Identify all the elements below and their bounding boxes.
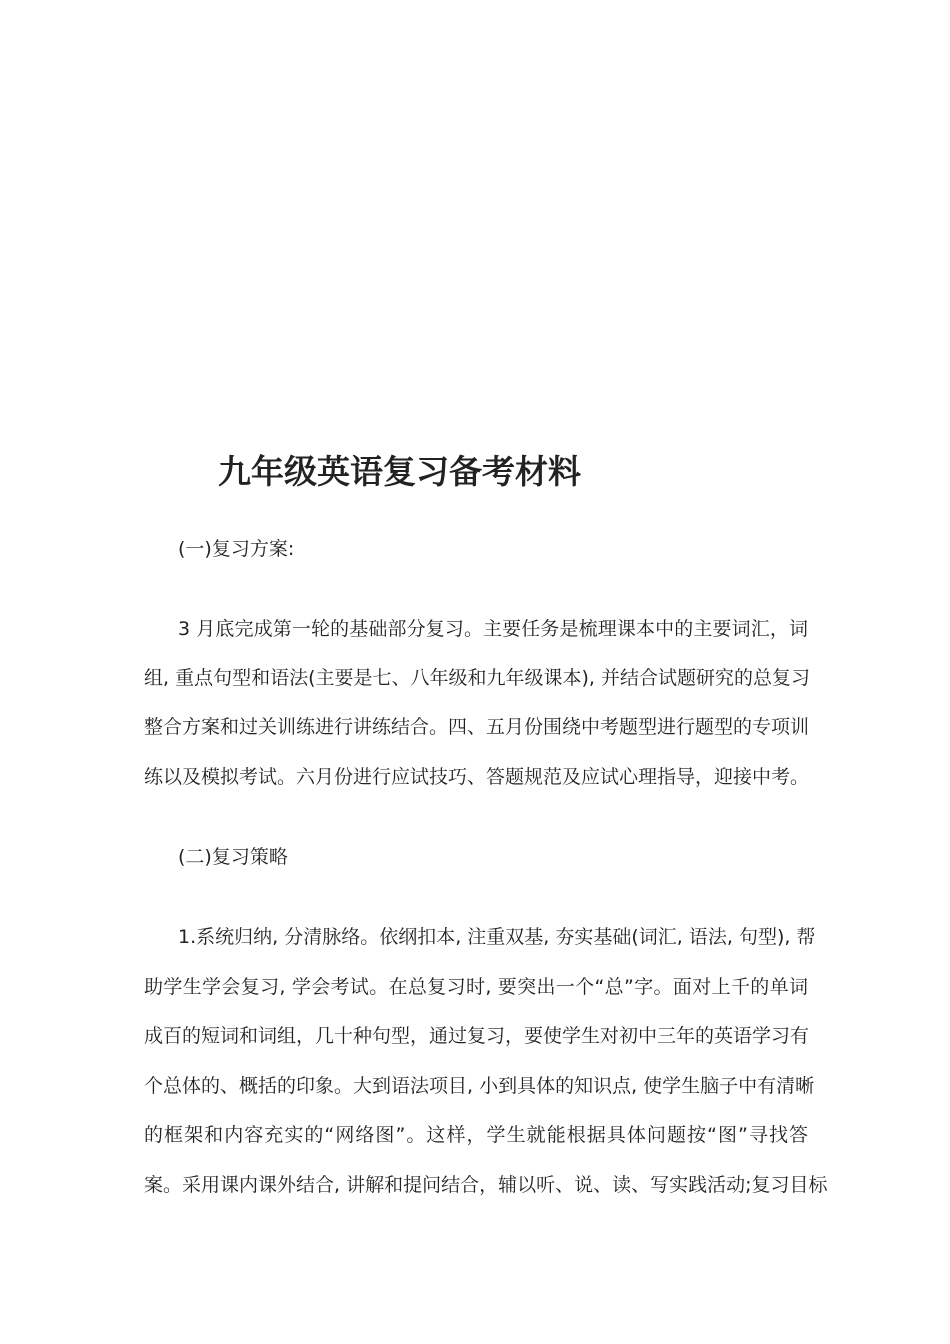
paragraph-line: 组, 重点句型和语法(主要是七、八年级和九年级课本), 并结合试题研究的总复习 [144, 667, 810, 689]
paragraph-line: 3 月底完成第一轮的基础部分复习。主要任务是梳理课本中的主要词汇，词 [178, 618, 808, 640]
paragraph-line: 练以及模拟考试。六月份进行应试技巧、答题规范及应试心理指导，迎接中考。 [144, 766, 810, 788]
paragraph-line: 的框架和内容充实的“网络图”。这样，学生就能根据具体问题按“图”寻找答 [144, 1124, 808, 1146]
paragraph-line: 助学生学会复习, 学会考试。在总复习时, 要突出一个“总”字。面对上千的单词 [144, 976, 808, 998]
section-heading-review-strategy: (二)复习策略 [178, 846, 288, 868]
paragraph-line: 个总体的、概括的印象。大到语法项目, 小到具体的知识点, 使学生脑子中有清晰 [144, 1075, 815, 1097]
paragraph-line: 案。采用课内课外结合, 讲解和提问结合，辅以听、说、读、写实践活动;复习目标 [144, 1174, 828, 1196]
document-title: 九年级英语复习备考材料 [218, 452, 581, 491]
paragraph-line: 1.系统归纳, 分清脉络。依纲扣本, 注重双基, 夯实基础(词汇, 语法, 句型), 帮 [178, 926, 816, 948]
paragraph-line: 整合方案和过关训练进行讲练结合。四、五月份围绕中考题型进行题型的专项训 [144, 716, 810, 738]
paragraph-line: 成百的短词和词组，几十种句型，通过复习，要使学生对初中三年的英语学习有 [144, 1025, 810, 1047]
section-heading-review-plan: (一)复习方案: [178, 538, 295, 560]
